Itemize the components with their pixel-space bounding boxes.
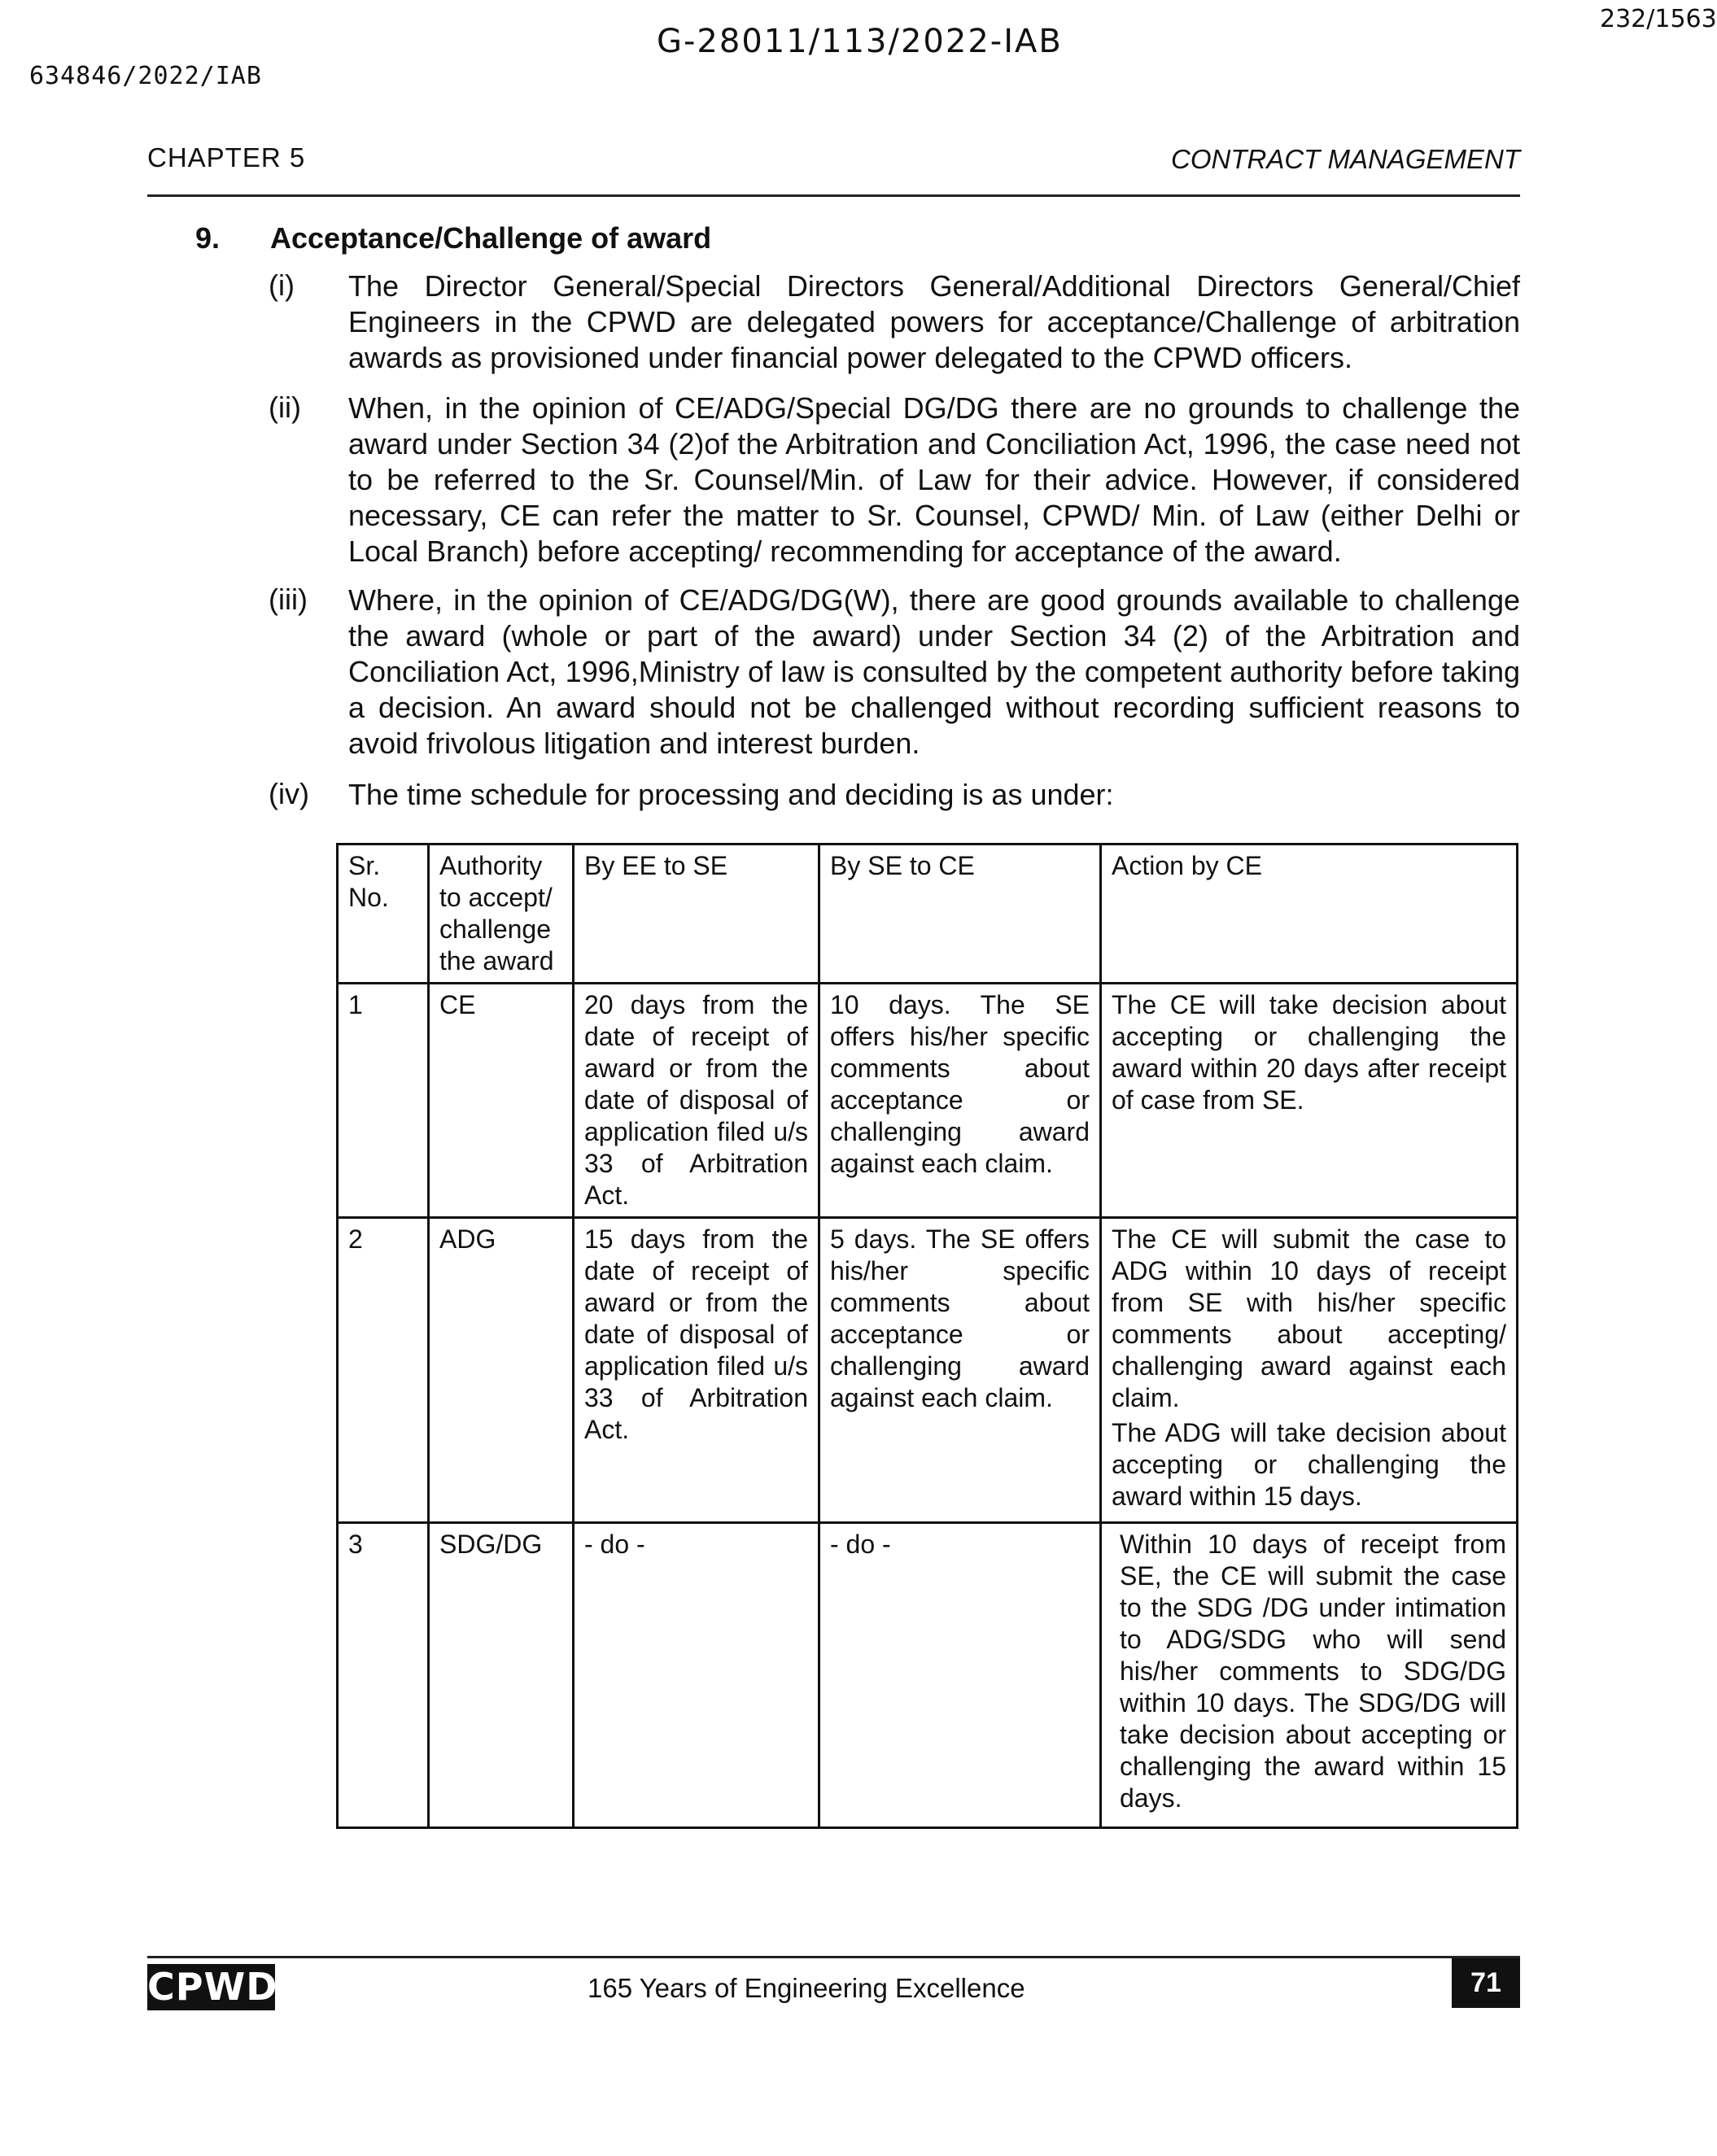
- cell-sr-no: 1: [338, 984, 429, 1218]
- table-row: [338, 1218, 1518, 1523]
- paragraph-number: (iii): [269, 583, 308, 616]
- header-divider: [147, 194, 1520, 197]
- cell-sr-no: 3: [338, 1523, 429, 1828]
- cell-action-by-ce: Within 10 days of receipt from SE, the CE will submit the case to the SDG /DG under intimation to ADG/SDG who will send his/her comments to SDG/DG within 10 days. The SDG/DG will take decision about accepting or challenging the award within 15 days.: [1101, 1523, 1518, 1828]
- header-cell: By EE to SE: [574, 845, 819, 984]
- cell-se-to-ce: - do -: [819, 1523, 1101, 1828]
- running-header-title: CONTRACT MANAGEMENT: [1171, 144, 1520, 174]
- receipt-number-stamp: 634846/2022/IAB: [29, 62, 262, 90]
- header-cell: Authority to accept/ challenge the award: [429, 845, 574, 984]
- cell-se-to-ce: 10 days. The SE offers his/her specific comments about acceptance or challenging award against each claim.: [819, 984, 1101, 1218]
- cell-ee-to-se: 15 days from the date of receipt of award or from the date of disposal of application filed u/s 33 of Arbitration Act.: [574, 1218, 819, 1523]
- page-number: 71: [1452, 1958, 1520, 2008]
- header-cell: Action by CE: [1101, 845, 1518, 984]
- chapter-label: CHAPTER 5: [147, 142, 306, 172]
- paragraph-text: When, in the opinion of CE/ADG/Special DG/DG there are no grounds to challenge the award under Section 34 (2)of the Arbitration and Conciliation Act, 1996, the case need not to be referred to the Sr. Counsel/Min. of Law for their advice. However, if considered necessary, CE can refer the matter to Sr. Counsel, CPWD/ Min. of Law (either Delhi or Local Branch) before accepting/ recommending for acceptance of the award.: [348, 391, 1520, 568]
- cell-ee-to-se: 20 days from the date of receipt of award or from the date of disposal of application filed u/s 33 of Arbitration Act.: [574, 984, 819, 1218]
- paragraph-number: (ii): [269, 391, 301, 424]
- cell-se-to-ce: 5 days. The SE offers his/her specific comments about acceptance or challenging award against each claim.: [819, 1218, 1101, 1523]
- section-title: Acceptance/Challenge of award: [270, 221, 712, 255]
- cell-authority: ADG: [429, 1218, 574, 1523]
- cell-authority: CE: [429, 984, 574, 1218]
- file-number-stamp: G-28011/113/2022-IAB: [657, 23, 1063, 60]
- action-text: The CE will submit the case to ADG within 10 days of receipt from SE with his/her specific comments about accepting/ challenging award against each claim.: [1112, 1224, 1506, 1412]
- cell-ee-to-se: - do -: [574, 1523, 819, 1828]
- cell-action-by-ce: [1101, 1218, 1518, 1523]
- paragraph-number: (i): [269, 268, 295, 302]
- section-number: 9.: [195, 221, 221, 255]
- footer-divider: [147, 1956, 1520, 1958]
- paragraph-text: The Director General/Special Directors General/Additional Directors General/Chief Engineers in the CPWD are delegated powers for acceptance/Challenge of arbitration awards as provisioned under financial power delegated to the CPWD officers.: [348, 269, 1520, 374]
- cpwd-logo: CPWD: [147, 1965, 278, 2009]
- table-header-row: [338, 845, 1518, 984]
- action-text-extra: The ADG will take decision about accepting or challenging the award within 15 days.: [1112, 1418, 1506, 1511]
- cell-action-by-ce: The CE will take decision about accepting or challenging the award within 20 days after receipt of case from SE.: [1101, 984, 1518, 1218]
- cell-sr-no: 2: [338, 1218, 429, 1523]
- paragraph-text: The time schedule for processing and deciding is as under:: [348, 778, 1114, 811]
- table-row: [338, 1523, 1518, 1828]
- paragraph-text: Where, in the opinion of CE/ADG/DG(W), there are good grounds available to challenge the award (whole or part of the award) under Section 34 (2) of the Arbitration and Conciliation Act, 1996,Ministry of law is consulted by the competent authority before taking a decision. An award should not be challenged without recording sufficient reasons to avoid frivolous litigation and interest burden.: [348, 583, 1520, 760]
- cell-authority: SDG/DG: [429, 1523, 574, 1828]
- header-cell: By SE to CE: [819, 845, 1101, 984]
- footer-tagline: 165 Years of Engineering Excellence: [588, 1973, 1025, 2003]
- paragraph-number: (iv): [269, 777, 309, 810]
- table-row: [338, 984, 1518, 1218]
- time-schedule-table: [336, 843, 1518, 1829]
- page-count: 232/1563: [1600, 5, 1717, 33]
- header-cell: Sr. No.: [338, 845, 429, 984]
